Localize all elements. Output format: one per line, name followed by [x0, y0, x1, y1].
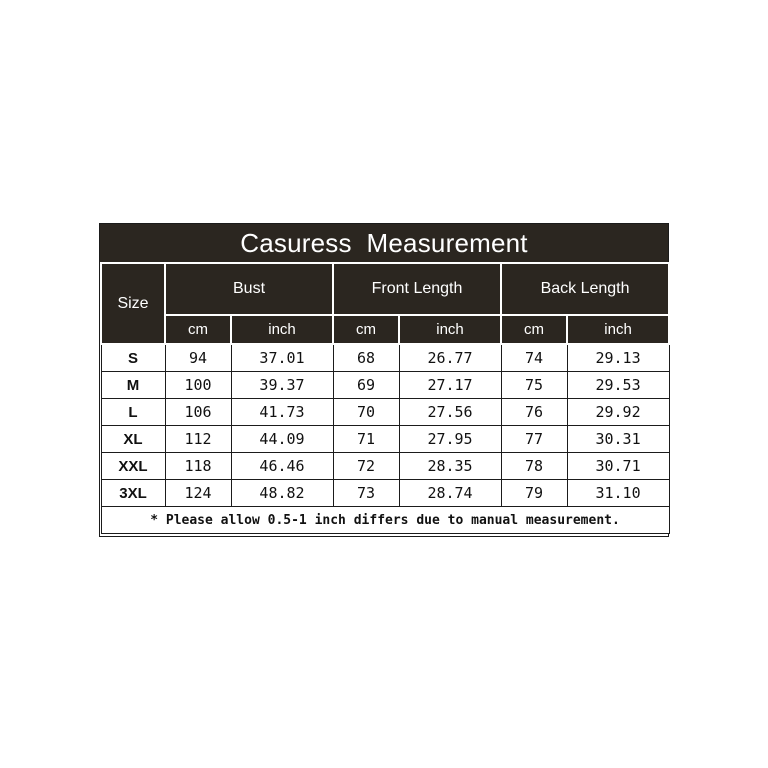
unit-front-cm: cm: [333, 315, 399, 344]
size-chart: [99, 223, 669, 537]
front-cm-cell: 68: [333, 344, 399, 372]
header-size: Size: [101, 263, 165, 344]
front-cm-cell: 72: [333, 453, 399, 480]
back-inch-cell: 29.92: [567, 399, 669, 426]
back-inch-cell: 29.53: [567, 372, 669, 399]
unit-bust-inch: inch: [231, 315, 333, 344]
footnote: * Please allow 0.5-1 inch differs due to manual measurement.: [101, 507, 669, 534]
measurement-table: [100, 262, 670, 534]
table-row: [101, 372, 669, 399]
bust-cm-cell: 94: [165, 344, 231, 372]
back-cm-cell: 77: [501, 426, 567, 453]
bust-inch-cell: 39.37: [231, 372, 333, 399]
bust-inch-cell: 46.46: [231, 453, 333, 480]
back-inch-cell: 31.10: [567, 480, 669, 507]
bust-cm-cell: 106: [165, 399, 231, 426]
bust-inch-cell: 44.09: [231, 426, 333, 453]
size-cell: XL: [101, 426, 165, 453]
front-inch-cell: 27.95: [399, 426, 501, 453]
unit-back-cm: cm: [501, 315, 567, 344]
front-inch-cell: 28.35: [399, 453, 501, 480]
back-inch-cell: 29.13: [567, 344, 669, 372]
header-bust: Bust: [165, 263, 333, 315]
front-cm-cell: 69: [333, 372, 399, 399]
header-back-length: Back Length: [501, 263, 669, 315]
footnote-row: [101, 507, 669, 534]
front-cm-cell: 71: [333, 426, 399, 453]
header-units-row: [101, 315, 669, 344]
table-row: [101, 480, 669, 507]
table-row: [101, 426, 669, 453]
front-inch-cell: 27.56: [399, 399, 501, 426]
bust-cm-cell: 112: [165, 426, 231, 453]
table-row: [101, 453, 669, 480]
bust-cm-cell: 124: [165, 480, 231, 507]
front-cm-cell: 73: [333, 480, 399, 507]
unit-bust-cm: cm: [165, 315, 231, 344]
back-inch-cell: 30.31: [567, 426, 669, 453]
size-cell: 3XL: [101, 480, 165, 507]
front-inch-cell: 26.77: [399, 344, 501, 372]
header-front-length: Front Length: [333, 263, 501, 315]
back-cm-cell: 79: [501, 480, 567, 507]
back-cm-cell: 75: [501, 372, 567, 399]
front-inch-cell: 27.17: [399, 372, 501, 399]
table-row: [101, 399, 669, 426]
bust-inch-cell: 37.01: [231, 344, 333, 372]
back-cm-cell: 76: [501, 399, 567, 426]
front-inch-cell: 28.74: [399, 480, 501, 507]
size-cell: M: [101, 372, 165, 399]
chart-title: Casuress Measurement: [240, 228, 528, 258]
chart-title-bar: [100, 224, 668, 262]
unit-back-inch: inch: [567, 315, 669, 344]
back-cm-cell: 74: [501, 344, 567, 372]
bust-inch-cell: 48.82: [231, 480, 333, 507]
size-cell: XXL: [101, 453, 165, 480]
bust-cm-cell: 100: [165, 372, 231, 399]
table-row: [101, 344, 669, 372]
unit-front-inch: inch: [399, 315, 501, 344]
back-cm-cell: 78: [501, 453, 567, 480]
front-cm-cell: 70: [333, 399, 399, 426]
bust-inch-cell: 41.73: [231, 399, 333, 426]
back-inch-cell: 30.71: [567, 453, 669, 480]
size-cell: S: [101, 344, 165, 372]
size-cell: L: [101, 399, 165, 426]
bust-cm-cell: 118: [165, 453, 231, 480]
header-group-row: [101, 263, 669, 315]
